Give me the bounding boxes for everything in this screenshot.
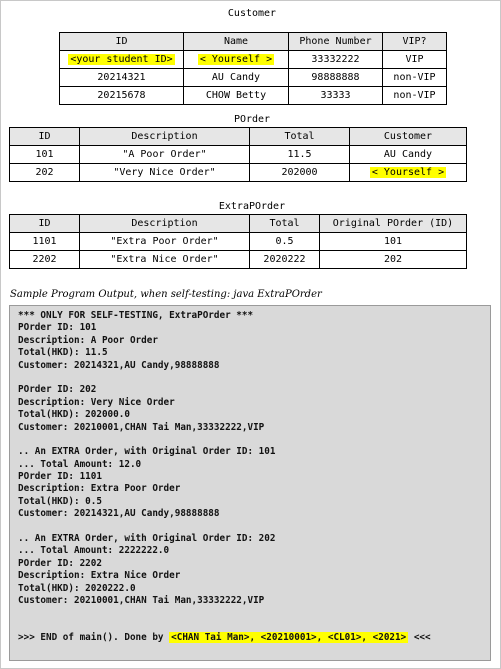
table-row [10, 146, 467, 164]
output-line: ... Total Amount: 2222222.0 [18, 545, 170, 557]
table-cell: AU Candy [350, 146, 467, 164]
output-line: Description: Extra Nice Order [18, 570, 181, 582]
column-header: VIP? [383, 33, 447, 51]
table-row [10, 164, 467, 182]
end-line-suffix: <<< [408, 632, 431, 644]
table-cell: 202 [10, 164, 80, 182]
table-cell: VIP [383, 51, 447, 69]
output-line: Total(HKD): 2020222.0 [18, 582, 136, 594]
table-cell: 33332222 [289, 51, 383, 69]
column-header: Customer [350, 128, 467, 146]
end-line-prefix: >>> END of main(). Done by [18, 632, 170, 644]
extra-table-caption: ExtraPOrder [218, 201, 286, 212]
column-header: Original POrder (ID) [320, 215, 467, 233]
table-cell: 202000 [250, 164, 350, 182]
table-cell: 1101 [10, 233, 80, 251]
table-cell: 2202 [10, 251, 80, 269]
table-cell: 2020222 [250, 251, 320, 269]
table-cell: 202 [320, 251, 467, 269]
table-row [60, 69, 447, 87]
column-header: Description [80, 215, 250, 233]
output-line [18, 521, 490, 533]
table-cell: 98888888 [289, 69, 383, 87]
highlighted-placeholder: <your student ID> [70, 54, 173, 65]
program-output-box [9, 305, 491, 661]
output-line [18, 434, 490, 446]
output-line: Total(HKD): 202000.0 [18, 409, 130, 421]
sample-label-text: Sample Program Output, when self-testing: [10, 289, 231, 300]
output-line: Description: Extra Poor Order [18, 483, 181, 495]
table-cell: "Very Nice Order" [80, 164, 250, 182]
output-line: POrder ID: 101 [18, 322, 97, 334]
column-header: Description [80, 128, 250, 146]
output-line: Customer: 20210001,CHAN Tai Man,33332222,VIP [18, 421, 265, 433]
porder-table-caption: POrder [233, 114, 271, 125]
output-line [18, 620, 490, 632]
output-line: Description: Very Nice Order [18, 396, 175, 408]
output-line: Customer: 20214321,AU Candy,98888888 [18, 508, 220, 520]
column-header: Name [184, 33, 289, 51]
customer-table-header [60, 33, 447, 51]
table-cell: 101 [320, 233, 467, 251]
extrapor-table [9, 214, 467, 269]
output-line: Total(HKD): 11.5 [18, 347, 108, 359]
output-lines [18, 310, 490, 632]
table-cell [60, 51, 184, 69]
highlighted-placeholder: < Yourself > [199, 54, 273, 65]
sample-output-label [10, 289, 322, 300]
extra-table-header [10, 215, 467, 233]
end-line-highlight: <CHAN Tai Man>, <20210001>, <CL01>, <2021> [171, 632, 407, 644]
column-header: ID [10, 128, 80, 146]
customer-table-caption: Customer [227, 8, 277, 19]
output-line: POrder ID: 1101 [18, 471, 102, 483]
table-row [60, 51, 447, 69]
table-cell: non-VIP [383, 69, 447, 87]
table-cell: AU Candy [184, 69, 289, 87]
column-header: Total [250, 215, 320, 233]
table-cell: "Extra Nice Order" [80, 251, 250, 269]
table-cell: "A Poor Order" [80, 146, 250, 164]
end-line [18, 632, 490, 644]
table-row [10, 233, 467, 251]
output-line: Total(HKD): 0.5 [18, 495, 102, 507]
table-cell: 20215678 [60, 87, 184, 105]
column-header: Total [250, 128, 350, 146]
sample-label-command: java ExtraPOrder [233, 289, 322, 300]
table-cell [184, 51, 289, 69]
porder-table [9, 127, 467, 182]
table-cell: CHOW Betty [184, 87, 289, 105]
output-line: Description: A Poor Order [18, 334, 158, 346]
output-line: POrder ID: 202 [18, 384, 97, 396]
column-header: ID [10, 215, 80, 233]
table-cell: 33333 [289, 87, 383, 105]
output-line: .. An EXTRA Order, with Original Order ID: 101 [18, 446, 276, 458]
output-line: *** ONLY FOR SELF-TESTING, ExtraPOrder *** [18, 310, 254, 321]
table-cell [350, 164, 467, 182]
table-cell: "Extra Poor Order" [80, 233, 250, 251]
output-line: ... Total Amount: 12.0 [18, 458, 142, 470]
output-line: Customer: 20210001,CHAN Tai Man,33332222,VIP [18, 594, 265, 606]
table-row [60, 87, 447, 105]
column-header: ID [60, 33, 184, 51]
output-line: .. An EXTRA Order, with Original Order ID: 202 [18, 533, 276, 545]
customer-table [59, 32, 447, 105]
table-cell: 20214321 [60, 69, 184, 87]
table-cell: 101 [10, 146, 80, 164]
table-cell: 0.5 [250, 233, 320, 251]
table-cell: 11.5 [250, 146, 350, 164]
output-line: POrder ID: 2202 [18, 557, 102, 569]
column-header: Phone Number [289, 33, 383, 51]
porder-table-header [10, 128, 467, 146]
table-row [10, 251, 467, 269]
output-line [18, 607, 490, 619]
highlighted-placeholder: < Yourself > [371, 167, 445, 178]
table-cell: non-VIP [383, 87, 447, 105]
output-line: Customer: 20214321,AU Candy,98888888 [18, 359, 220, 371]
output-line [18, 372, 490, 384]
